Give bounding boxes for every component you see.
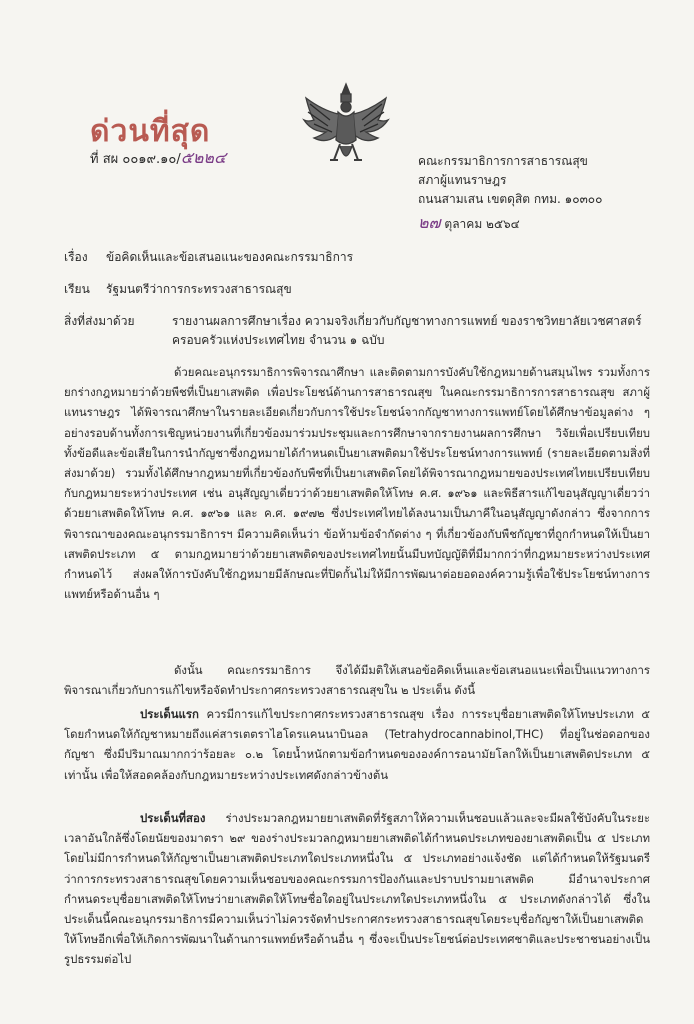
urgency-stamp: ด่วนที่สุด (90, 114, 211, 149)
point-one-title: ประเด็นแรก (140, 707, 199, 721)
body-paragraph-2: ดังนั้น คณะกรรมาธิการ จึงได้มีมติให้เสนอข้อคิดเห็นและข้อเสนอแนะเพื่อเป็นแนวทางการพิจารณาเกี่ยวกับการแก้ไขหรือจัดทำประกาศกระทรวงสาธารณสุขใน ๒ ประเด็น ดังนี้ (64, 663, 650, 698)
body-paragraph-3 (64, 704, 650, 785)
document-date (418, 211, 520, 236)
date-day-handwritten: ๒๗ (418, 213, 441, 232)
point-two-title: ประเด็นที่สอง (140, 811, 206, 825)
issuer-address (418, 152, 602, 209)
recipient-label: เรียน (64, 282, 90, 296)
point-one-text: ควรมีการแก้ไขประกาศกระทรวงสาธารณสุข เรื่อง การระบุชื่อยาเสพติดให้โทษประเภท ๕ โดยกำหนดให้กัญชาหมายถึงแค่สารเตตราไฮโดรแคนนาบินอล (Tetrahydrocannabinol,THC) ที่อยู่ในช่อดอกของกัญชา ซึ่งมีปริมาณมากกว่าร้อยละ ๐.๒ โดยน้ำหนักตามข้อกำหนดขององค์การอนามัยโลกให้เป็นยาเสพติดประเภท ๕ เท่านั้น เพื่อให้สอดคล้องกับกฎหมายระหว่างประเทศดังกล่าวข้างต้น (64, 707, 650, 782)
document-number (90, 146, 226, 171)
point-two-text: ร่างประมวลกฎหมายยาเสพติดที่รัฐสภาให้ความเห็นชอบแล้วและจะมีผลใช้บังคับในระยะเวลาอันใกล้ซึ่งโดยนัยของมาตรา ๒๙ ของร่างประมวลกฎหมายยาเสพติดได้กำหนดประเภทของยาเสพติดเป็น ๕ ประเภท โดยไม่มีการกำหนดให้กัญชาเป็นยาเสพติดประเภทใดประเภทหนึ่งใน ๕ ประเภทอย่างแจ้งชัด แต่ได้กำหนดให้รัฐมนตรีว่าการกระทรวงสาธารณสุขโดยความเห็นชอบของคณะกรรมการป้องกันและปราบปรามยาเสพติด มีอำนาจประกาศกำหนดระบุชื่อยาเสพติดให้โทษว่ายาเสพติดให้โทษชื่อใดอยู่ในประเภทใดประเภทหนึ่งใน ๕ ประเภทดังกล่าวได้ ซึ่งในประเด็นนี้คณะอนุกรรมาธิการมีความเห็นว่าไม่ควรจัดทำประกาศกระทรวงสาธารณสุขโดยระบุชื่อกัญชาให้เป็นยาเสพติดให้โทษอีกเพื่อให้เกิดการพัฒนาในด้านการแพทย์หรือด้านอื่น ๆ ซึ่งจะเป็นประโยชน์ต่อประเทศชาติและประชาชนอย่างเป็นรูปธรรมต่อไป (64, 811, 650, 967)
body-paragraph-1: ด้วยคณะอนุกรรมาธิการพิจารณาศึกษา และติดตามการบังคับใช้กฎหมายด้านสมุนไพร รวมทั้งการยกร่างกฎหมายว่าด้วยพืชที่เป็นยาเสพติด เพื่อประโยชน์ด้านการสาธารณสุข ในคณะกรรมาธิการการสาธารณสุข สภาผู้แทนราษฎร ได้พิจารณาศึกษาในรายละเอียดเกี่ยวกับการใช้ประโยชน์จากกัญชาทางการแพทย์โดยได้ศึกษาข้อมูลต่าง ๆ อย่างรอบด้านทั้งการเชิญหน่วยงานที่เกี่ยวข้องมาร่วมประชุมและการศึกษาจากรายงานผลการศึกษา วิจัยเพื่อเปรียบเทียบทั้งข้อดีและข้อเสียในการนำกัญชาซึ่งกฎหมายได้กำหนดเป็นยาเสพติดมาใช้ประโยชน์ทางการแพทย์ (รายละเอียดตามสิ่งที่ส่งมาด้วย) รวมทั้งได้ศึกษากฎหมายที่เกี่ยวข้องกับพืชที่เป็นยาเสพติดโดยได้พิจารณากฎหมายของประเทศไทยเปรียบเทียบกับกฎหมายระหว่างประเทศ เช่น อนุสัญญาเดี่ยวว่าด้วยยาเสพติดให้โทษ ค.ศ. ๑๙๖๑ และพิธีสารแก้ไขอนุสัญญาเดี่ยวว่าด้วยยาเสพติดให้โทษ ค.ศ. ๑๙๖๑ และ ค.ศ. ๑๙๗๒ ซึ่งประเทศไทยได้ลงนามเป็นภาคีในอนุสัญญาดังกล่าว ซึ่งจากการพิจารณาของคณะอนุกรรมาธิการฯ มีความคิดเห็นว่า ข้อห้ามข้อจำกัดต่าง ๆ ที่เกี่ยวข้องกับพืชกัญชาที่ถูกกำหนดให้เป็นยาเสพติดประเภท ๕ ตามกฎหมายว่าด้วยยาเสพติดของประเทศไทยนั้นมีบทบัญญัติที่มีมากกว่าที่กฎหมายระหว่างประเทศกำหนดไว้ ส่งผลให้การบังคับใช้กฎหมายมีลักษณะที่ปิดกั้นไม่ให้มีการพัฒนาต่อยอดองค์ความรู้เพื่อใช้ประโยชน์ทางการแพทย์หรือด้านอื่น ๆ (64, 365, 650, 602)
document-number-prefix: ที่ สผ ๐๐๑๙.๑๐/ (90, 152, 181, 167)
issuer-line-1: คณะกรรมาธิการการสาธารณสุข (418, 154, 588, 168)
body-paragraph-4 (64, 808, 650, 970)
garuda-emblem-icon (300, 80, 392, 168)
recipient-text: รัฐมนตรีว่าการกระทรวงสาธารณสุข (106, 282, 292, 296)
enclosure-label: สิ่งที่ส่งมาด้วย (64, 314, 135, 328)
issuer-line-3: ถนนสามเสน เขตดุสิต กทม. ๑๐๓๐๐ (418, 192, 603, 206)
enclosure-text: รายงานผลการศึกษาเรื่อง ความจริงเกี่ยวกับกัญชาทางการแพทย์ ของราชวิทยาลัยเวชศาสตร์ครอบครัวแห่งประเทศไทย จำนวน ๑ ฉบับ (172, 314, 642, 347)
subject-line (64, 248, 353, 267)
document-number-handwritten: ๕๒๒๔ (180, 148, 227, 167)
issuer-line-2: สภาผู้แทนราษฎร (418, 173, 507, 187)
subject-text: ข้อคิดเห็นและข้อเสนอแนะของคณะกรรมาธิการ (106, 250, 354, 264)
date-month-year: ตุลาคม ๒๕๖๔ (444, 217, 520, 231)
recipient-line (64, 280, 292, 299)
subject-label: เรื่อง (64, 250, 88, 264)
